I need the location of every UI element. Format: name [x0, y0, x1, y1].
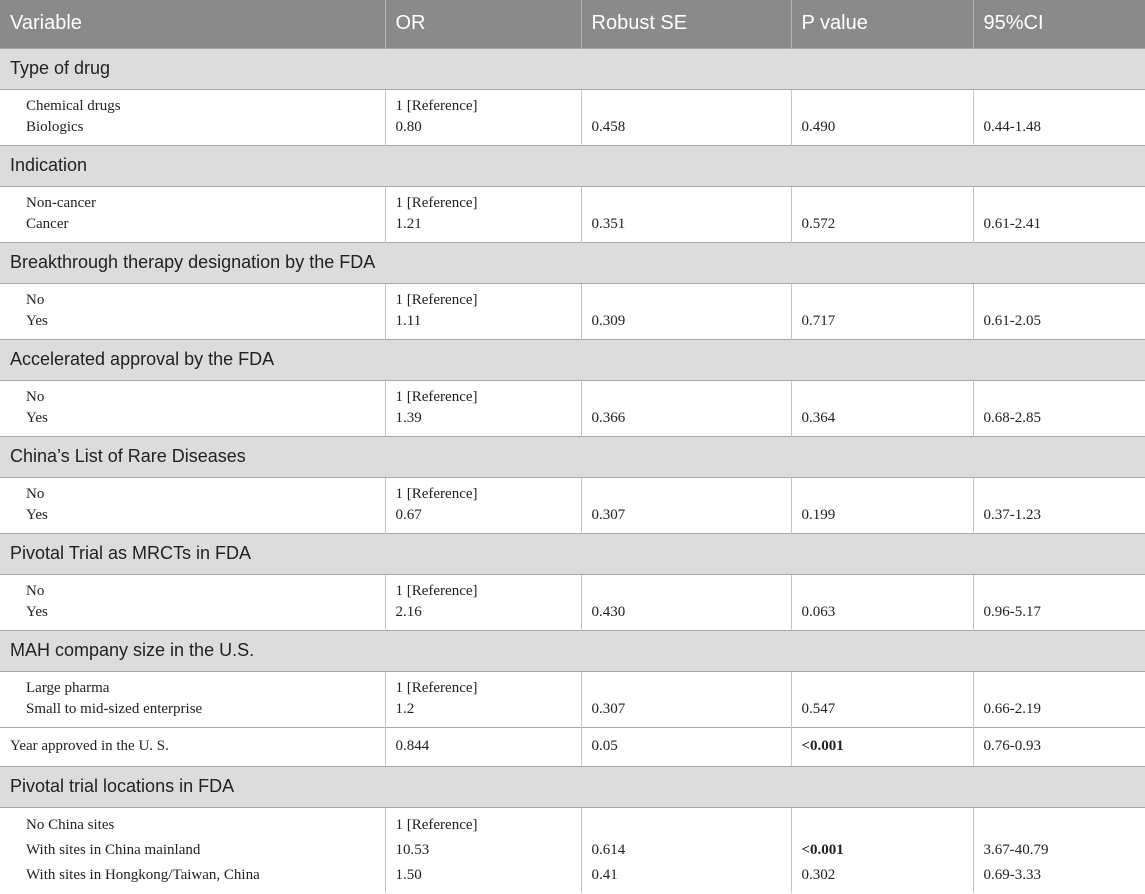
se-value: 0.351	[591, 216, 626, 232]
or-cell	[385, 671, 581, 727]
ci-value: 0.68-2.85	[983, 410, 1041, 426]
table-row	[0, 671, 1145, 727]
level-label: Yes	[26, 507, 48, 523]
level-label: Yes	[26, 313, 48, 329]
or-value: 2.16	[395, 604, 422, 620]
ci-cell	[973, 186, 1145, 242]
level-label: No	[26, 583, 45, 599]
variable-cell	[0, 89, 385, 145]
variable-cell	[0, 186, 385, 242]
table-row	[0, 283, 1145, 339]
or-value: 1 [Reference]	[395, 195, 478, 211]
se-cell	[581, 89, 791, 145]
p-value: 0.717	[801, 313, 836, 329]
or-value: 1 [Reference]	[395, 583, 478, 599]
or-cell	[385, 477, 581, 533]
or-value: 1 [Reference]	[395, 680, 478, 696]
table-row	[0, 186, 1145, 242]
p-cell	[791, 89, 973, 145]
ci-value: 0.69-3.33	[983, 866, 1041, 883]
variable-cell	[0, 574, 385, 630]
p-value: 0.302	[801, 866, 836, 883]
ci-cell	[973, 380, 1145, 436]
table-row	[0, 89, 1145, 145]
level-label: Non-cancer	[26, 195, 96, 211]
or-value: 1.50	[395, 866, 422, 883]
or-value: 1.11	[395, 313, 422, 329]
ci-cell	[973, 89, 1145, 145]
section-title: Type of drug	[0, 48, 1145, 89]
se-value: 0.41	[591, 866, 618, 883]
or-value: 1 [Reference]	[395, 486, 478, 502]
se-value: 0.307	[591, 701, 626, 717]
se-value: 0.614	[591, 841, 626, 858]
section-row	[0, 242, 1145, 283]
header-ci: 95%CI	[973, 0, 1145, 48]
se-value: 0.366	[591, 410, 626, 426]
or-cell	[385, 186, 581, 242]
p-cell	[791, 807, 973, 893]
level-label: Yes	[26, 604, 48, 620]
level-label: Large pharma	[26, 680, 110, 696]
level-label: No China sites	[26, 816, 115, 833]
p-value: 0.547	[801, 701, 836, 717]
ci-cell	[973, 807, 1145, 893]
section-row	[0, 145, 1145, 186]
p-value: 0.490	[801, 119, 836, 135]
section-title: Pivotal Trial as MRCTs in FDA	[0, 533, 1145, 574]
header-or: OR	[385, 0, 581, 48]
or-value: 1.21	[395, 216, 422, 232]
level-label: With sites in Hongkong/Taiwan, China	[26, 866, 260, 883]
or-value: 1 [Reference]	[395, 816, 478, 833]
table-row	[0, 807, 1145, 893]
or-value: 1 [Reference]	[395, 292, 478, 308]
section-title: Accelerated approval by the FDA	[0, 339, 1145, 380]
p-cell	[791, 671, 973, 727]
section-title: Breakthrough therapy designation by the FDA	[0, 242, 1145, 283]
se-cell	[581, 671, 791, 727]
ci-cell	[973, 477, 1145, 533]
section-row	[0, 48, 1145, 89]
or-value: 0.67	[395, 507, 422, 523]
section-row	[0, 766, 1145, 807]
header-variable: Variable	[0, 0, 385, 48]
p-value: 0.199	[801, 507, 836, 523]
p-cell	[791, 477, 973, 533]
level-label: Biologics	[26, 119, 84, 135]
or-cell	[385, 380, 581, 436]
ci-value: 3.67-40.79	[983, 841, 1049, 858]
se-cell	[581, 283, 791, 339]
ci-cell	[973, 574, 1145, 630]
section-row	[0, 533, 1145, 574]
table-row	[0, 477, 1145, 533]
ci-value: 0.37-1.23	[983, 507, 1041, 523]
section-title: Pivotal trial locations in FDA	[0, 766, 1145, 807]
section-title: MAH company size in the U.S.	[0, 630, 1145, 671]
p-cell	[791, 380, 973, 436]
ci-value: 0.61-2.05	[983, 313, 1041, 329]
se-value: 0.309	[591, 313, 626, 329]
se-value: 0.458	[591, 119, 626, 135]
table-row	[0, 574, 1145, 630]
ci-value: 0.96-5.17	[983, 604, 1041, 620]
ci-value: 0.61-2.41	[983, 216, 1041, 232]
section-row	[0, 630, 1145, 671]
level-label: No	[26, 292, 45, 308]
header-row	[0, 0, 1145, 48]
se-value: 0.05	[581, 727, 791, 766]
or-value: 1 [Reference]	[395, 98, 478, 114]
p-cell	[791, 283, 973, 339]
section-row	[0, 436, 1145, 477]
header-robust-se: Robust SE	[581, 0, 791, 48]
or-cell	[385, 89, 581, 145]
or-value: 1.39	[395, 410, 422, 426]
se-value: 0.430	[591, 604, 626, 620]
level-label: Chemical drugs	[26, 98, 121, 114]
variable-cell	[0, 807, 385, 893]
se-cell	[581, 477, 791, 533]
table-row	[0, 380, 1145, 436]
or-cell	[385, 574, 581, 630]
variable-cell: Year approved in the U. S.	[0, 727, 385, 766]
p-value: 0.063	[801, 604, 836, 620]
level-label: No	[26, 486, 45, 502]
or-value: 10.53	[395, 841, 430, 858]
se-cell	[581, 380, 791, 436]
variable-cell	[0, 283, 385, 339]
or-value: 0.80	[395, 119, 422, 135]
level-label: With sites in China mainland	[26, 841, 201, 858]
or-cell	[385, 807, 581, 893]
or-value: 1.2	[395, 701, 415, 717]
p-value: 0.364	[801, 410, 836, 426]
section-title: China’s List of Rare Diseases	[0, 436, 1145, 477]
se-cell	[581, 186, 791, 242]
p-value: <0.001	[791, 727, 973, 766]
table-row	[0, 727, 1145, 766]
ci-value: 0.76-0.93	[973, 727, 1145, 766]
level-label: No	[26, 389, 45, 405]
level-label: Small to mid-sized enterprise	[26, 701, 203, 717]
header-p-value: P value	[791, 0, 973, 48]
ci-cell	[973, 671, 1145, 727]
variable-cell	[0, 671, 385, 727]
ci-value: 0.66-2.19	[983, 701, 1041, 717]
variable-cell	[0, 380, 385, 436]
or-value: 1 [Reference]	[395, 389, 478, 405]
p-value: 0.572	[801, 216, 836, 232]
or-cell	[385, 283, 581, 339]
p-cell	[791, 574, 973, 630]
variable-cell	[0, 477, 385, 533]
level-label: Cancer	[26, 216, 69, 232]
section-row	[0, 339, 1145, 380]
se-value: 0.307	[591, 507, 626, 523]
section-title: Indication	[0, 145, 1145, 186]
level-label: Yes	[26, 410, 48, 426]
se-cell	[581, 574, 791, 630]
p-cell	[791, 186, 973, 242]
ci-value: 0.44-1.48	[983, 119, 1041, 135]
p-value: <0.001	[801, 841, 844, 858]
ci-cell	[973, 283, 1145, 339]
se-cell	[581, 807, 791, 893]
or-value: 0.844	[385, 727, 581, 766]
